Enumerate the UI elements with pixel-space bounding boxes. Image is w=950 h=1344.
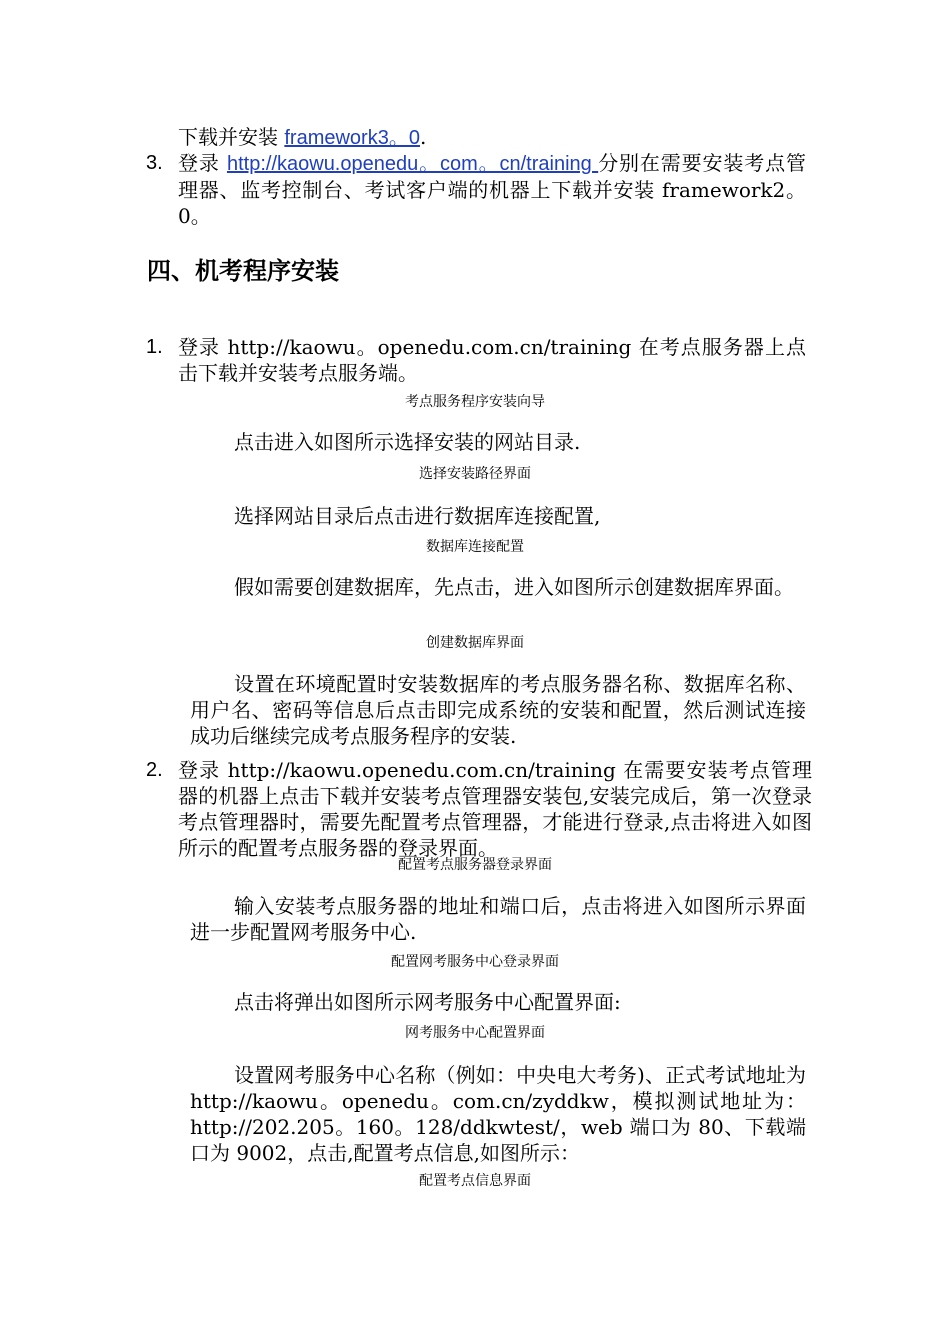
framework3-text: 下载并安装 <box>178 125 285 149</box>
framework3-line <box>178 124 818 151</box>
caption-db-connection: 数据库连接配置 <box>426 539 524 555</box>
caption-center-config: 网考服务中心配置界面 <box>405 1025 545 1041</box>
item3-number: 3. <box>146 152 163 174</box>
item1-paragraph: 登录 http://kaowu。openedu.com.cn/training 在考点服务器上点击下载并安装考点服务端。 <box>178 335 806 385</box>
caption-server-login: 配置考点服务器登录界面 <box>398 857 552 873</box>
item1-number: 1. <box>146 336 163 358</box>
item3-text-b: 分别在需要安装考点管理器、监考控制台、考试客户端的机器上下载并安装 framework2。0。 <box>178 151 807 228</box>
caption-install-path: 选择安装路径界面 <box>419 466 531 482</box>
para-db-config: 选择网站目录后点击进行数据库连接配置, <box>234 504 601 528</box>
para-create-db: 假如需要创建数据库，先点击，进入如图所示创建数据库界面。 <box>234 575 794 599</box>
para-center-settings: 设置网考服务中心名称（例如：中央电大考务)、正式考试地址为 http://kaowu。openedu。com.cn/zyddkw，模拟测试地址为：http://202.205。160。128/ddkwtest/，web 端口为 80、下载端口为 9002，点击,配置考点信息,如图所示： <box>190 1063 806 1165</box>
caption-site-info: 配置考点信息界面 <box>419 1173 531 1189</box>
item3-text-a: 登录 <box>178 151 227 175</box>
framework3-end: . <box>419 125 427 149</box>
section-heading: 四、机考程序安装 <box>147 257 339 285</box>
para-select-dir: 点击进入如图所示选择安装的网站目录. <box>234 430 581 454</box>
para-server-settings: 设置在环境配置时安装数据库的考点服务器名称、数据库名称、用户名、密码等信息后点击即完成系统的安装和配置，然后测试连接成功后继续完成考点服务程序的安装. <box>190 672 806 748</box>
caption-center-login: 配置网考服务中心登录界面 <box>391 954 559 970</box>
item2-paragraph: 登录 http://kaowu.openedu.com.cn/training 在需要安装考点管理器的机器上点击下载并安装考点管理器安装包,安装完成后，第一次登录考点管理器时，需要先配置考点管理器，才能进行登录,点击将进入如图所示的配置考点服务器的登录界面。 <box>178 758 812 860</box>
caption-install-wizard: 考点服务程序安装向导 <box>405 394 545 410</box>
framework3-link[interactable]: framework3。0 <box>284 127 420 149</box>
item3-paragraph <box>178 150 806 229</box>
para-center-popup: 点击将弹出如图所示网考服务中心配置界面: <box>234 990 621 1014</box>
caption-create-db: 创建数据库界面 <box>426 635 524 651</box>
item2-number: 2. <box>146 759 163 781</box>
para-server-address: 输入安装考点服务器的地址和端口后，点击将进入如图所示界面进一步配置网考服务中心. <box>190 894 806 944</box>
training-link[interactable]: http://kaowu.openedu。com。cn/training <box>226 153 599 175</box>
